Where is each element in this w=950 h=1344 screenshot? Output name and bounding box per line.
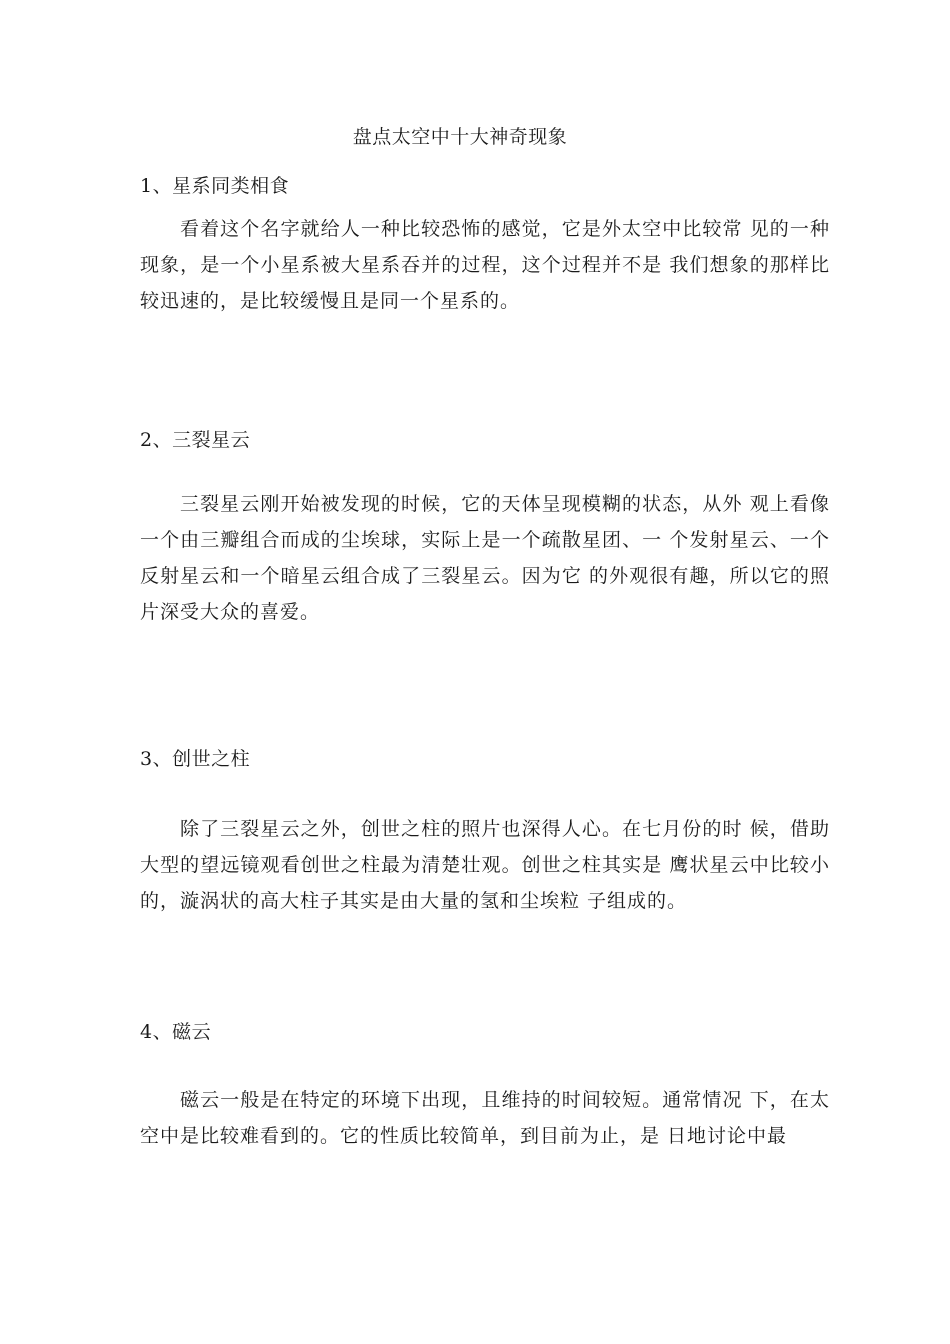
section-heading-2: 2、三裂星云 <box>140 429 251 451</box>
section-heading-3: 3、创世之柱 <box>140 748 251 770</box>
section-body-4: 磁云一般是在特定的环境下出现，且维持的时间较短。通常情况 下，在太空中是比较难看到的。它的性质比较简单，到目前为止，是 日地讨论中最 <box>140 1089 830 1147</box>
document-title: 盘点太空中十大神奇现象 <box>352 126 568 148</box>
section-body-2: 三裂星云刚开始被发现的时候，它的天体呈现模糊的状态，从外 观上看像一个由三瓣组合而成的尘埃球，实际上是一个疏散星团、一 个发射星云、一个反射星云和一个暗星云组合成了三裂星云。因为它 的外观很有趣，所以它的照片深受大众的喜爱。 <box>140 493 830 623</box>
section-heading-1: 1、星系同类相食 <box>140 175 290 197</box>
section-body-1: 看着这个名字就给人一种比较恐怖的感觉，它是外太空中比较常 见的一种现象，是一个小星系被大星系吞并的过程，这个过程并不是 我们想象的那样比较迅速的，是比较缓慢且是同一个星系的。 <box>140 218 830 312</box>
section-body-3: 除了三裂星云之外，创世之柱的照片也深得人心。在七月份的时 候，借助大型的望远镜观看创世之柱最为清楚壮观。创世之柱其实是 鹰状星云中比较小的，漩涡状的高大柱子其实是由大量的氢和尘埃粒 子组成的。 <box>140 818 830 912</box>
section-heading-4: 4、磁云 <box>140 1021 212 1043</box>
